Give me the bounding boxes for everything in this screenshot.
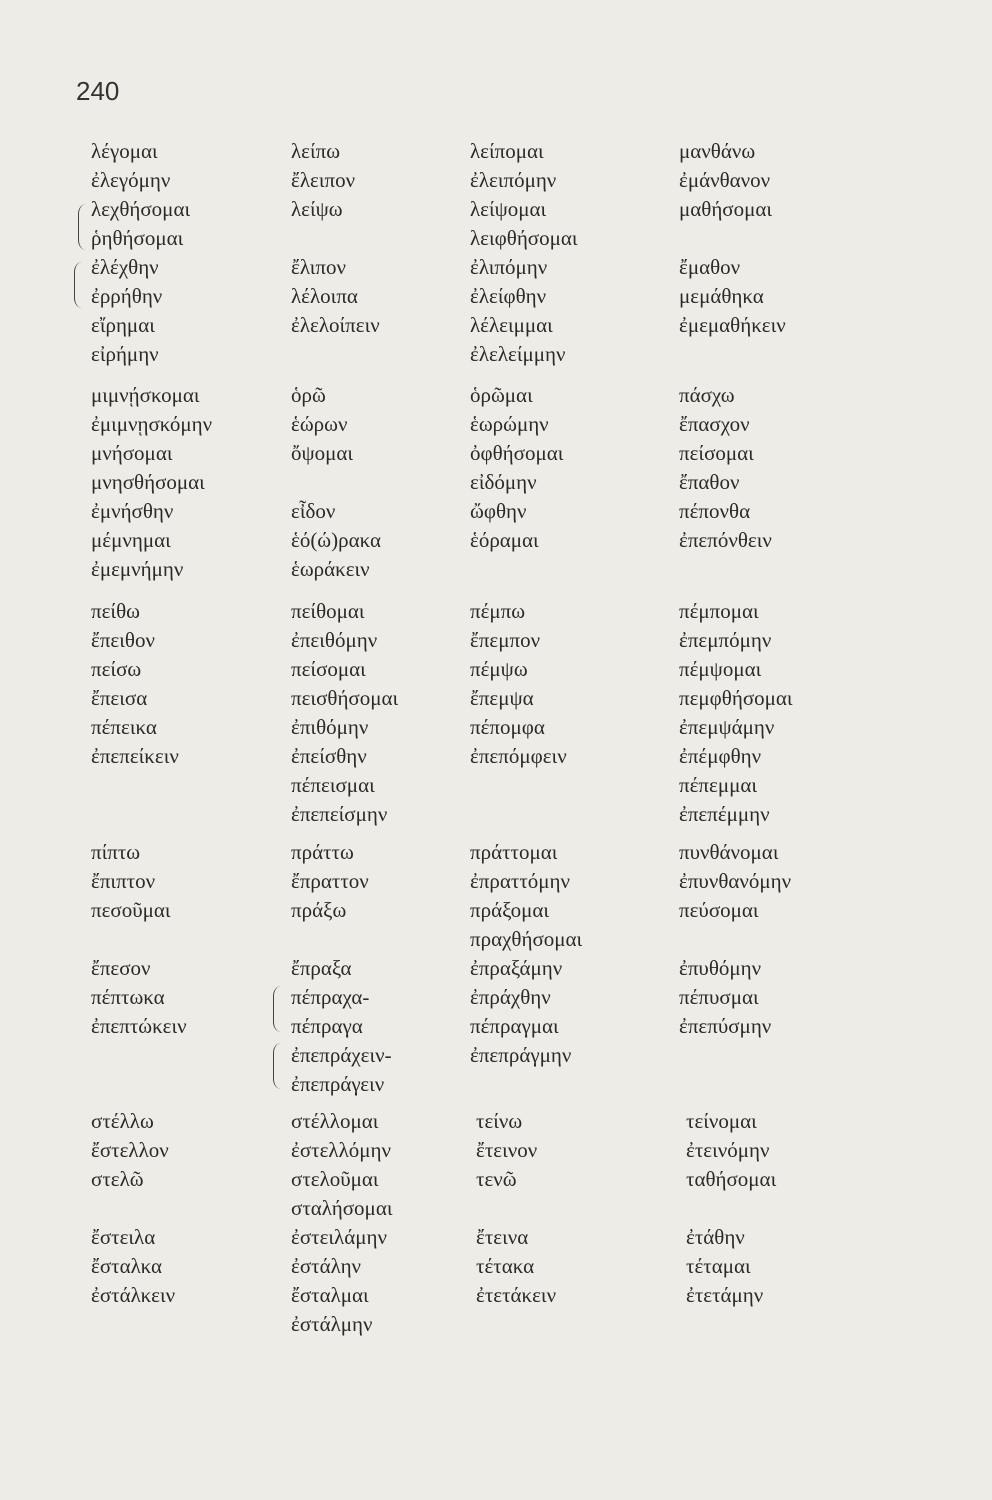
- verb-form: ἐστάλην: [291, 1254, 362, 1278]
- verb-form: στελοῦμαι: [291, 1167, 379, 1191]
- verb-form: ἔπεισα: [91, 686, 148, 710]
- verb-form: ὁρῶ: [291, 383, 326, 407]
- verb-form: ἐπεπείκειν: [91, 744, 179, 768]
- verb-form: ἔλιπον: [291, 255, 346, 279]
- verb-form: τέτακα: [476, 1254, 535, 1278]
- verb-form: ἐπραττόμην: [470, 869, 571, 893]
- blank-line: [686, 1194, 776, 1223]
- verb-form: πέπεμμαι: [679, 773, 758, 797]
- verb-form: ἔπραξα: [291, 956, 352, 980]
- verb-form: μανθάνω: [679, 139, 756, 163]
- verb-column: [470, 381, 563, 555]
- verb-column: [470, 137, 578, 369]
- verb-form: πείσομαι: [291, 657, 366, 681]
- verb-form: εἴρημαι: [91, 313, 155, 337]
- verb-form: λείψω: [291, 197, 343, 221]
- verb-form: πεισθήσομαι: [291, 686, 399, 710]
- verb-form: πείσομαι: [679, 441, 754, 465]
- verb-form: εἰρήμην: [91, 342, 159, 366]
- verb-form: στέλλω: [91, 1109, 154, 1133]
- verb-form: ἐρρήθην: [91, 284, 163, 308]
- verb-column: [470, 597, 567, 771]
- verb-form: πίπτω: [91, 840, 141, 864]
- verb-form: ἐπεπτώκειν: [91, 1014, 187, 1038]
- verb-column: [291, 597, 398, 829]
- verb-form: ἐστελλόμην: [291, 1138, 391, 1162]
- verb-column: [679, 137, 786, 340]
- verb-form: μεμάθηκα: [679, 284, 764, 308]
- verb-form: λέλειμμαι: [470, 313, 553, 337]
- verb-form: ἐπεμψάμην: [679, 715, 775, 739]
- verb-form: ἐμεμνήμην: [91, 557, 184, 581]
- verb-form: ἐστάλμην: [291, 1312, 373, 1336]
- verb-form: ἐτεινόμην: [686, 1138, 770, 1162]
- verb-form: πράξω: [291, 898, 347, 922]
- verb-form: ἐμεμαθήκειν: [679, 313, 786, 337]
- verb-form: ἐπεπύσμην: [679, 1014, 772, 1038]
- verb-form: ἐλειπόμην: [470, 168, 557, 192]
- verb-column: [476, 1107, 556, 1310]
- verb-form: σταλήσομαι: [291, 1196, 393, 1220]
- verb-form: λείπομαι: [470, 139, 544, 163]
- blank-line: [679, 925, 791, 954]
- verb-form: ἐπεπράγειν: [291, 1072, 385, 1096]
- verb-form: στελῶ: [91, 1167, 144, 1191]
- verb-form: μέμνημαι: [91, 528, 171, 552]
- verb-form: μιμνῄσκομαι: [91, 383, 200, 407]
- verb-column: [91, 137, 190, 369]
- verb-form: λέλοιπα: [291, 284, 358, 308]
- blank-line: [679, 224, 786, 253]
- verb-form: λέγομαι: [91, 139, 158, 163]
- verb-form: ἐλέχθην: [91, 255, 159, 279]
- verb-form: ἐπεπράχειν-: [291, 1043, 392, 1067]
- verb-form: ἐπεπέμμην: [679, 802, 770, 826]
- verb-form: πείθω: [91, 599, 140, 623]
- verb-form: ἐλελοίπειν: [291, 313, 380, 337]
- verb-column: [91, 838, 187, 1041]
- verb-form: ἐπεμπόμην: [679, 628, 772, 652]
- verb-form: ἔτεινον: [476, 1138, 538, 1162]
- verb-form: μνησθήσομαι: [91, 470, 205, 494]
- verb-form: ἑωράκειν: [291, 557, 370, 581]
- verb-column: [679, 597, 793, 829]
- verb-form: ἑό(ώ)ρακα: [291, 528, 382, 552]
- brace-mark: [74, 262, 83, 308]
- verb-form: ἑόραμαι: [470, 528, 539, 552]
- verb-form: ἔπιπτον: [91, 869, 156, 893]
- verb-form: λειφθήσομαι: [470, 226, 578, 250]
- verb-form: πραχθήσομαι: [470, 927, 583, 951]
- verb-column: [679, 838, 791, 1041]
- verb-form: ὄψομαι: [291, 441, 354, 465]
- verb-form: ὁρῶμαι: [470, 383, 533, 407]
- verb-form: πέπραγμαι: [470, 1014, 559, 1038]
- verb-form: ἐπεπόνθειν: [679, 528, 772, 552]
- verb-column: [291, 137, 380, 340]
- blank-line: [291, 468, 381, 497]
- verb-form: ἐλελείμμην: [470, 342, 566, 366]
- verb-form: ἔπραττον: [291, 869, 369, 893]
- verb-form: ἐτετάκειν: [476, 1283, 557, 1307]
- verb-form: πέπεισμαι: [291, 773, 375, 797]
- verb-form: εἰδόμην: [470, 470, 537, 494]
- verb-form: μνήσομαι: [91, 441, 173, 465]
- verb-form: ἔπεσον: [91, 956, 151, 980]
- verb-form: πέπτωκα: [91, 985, 165, 1009]
- verb-form: μαθήσομαι: [679, 197, 773, 221]
- verb-form: πείθομαι: [291, 599, 365, 623]
- verb-form: πάσχω: [679, 383, 735, 407]
- verb-form: ἑώρων: [291, 412, 348, 436]
- verb-column: [686, 1107, 776, 1310]
- verb-form: ἔπαθον: [679, 470, 740, 494]
- verb-form: πέμπω: [470, 599, 526, 623]
- verb-form: πέπεικα: [91, 715, 157, 739]
- verb-form: λείπω: [291, 139, 341, 163]
- blank-line: [291, 224, 380, 253]
- verb-form: ἔστελλον: [91, 1138, 169, 1162]
- verb-form: ἔσταλκα: [91, 1254, 162, 1278]
- verb-column: [91, 1107, 175, 1310]
- verb-form: πράττω: [291, 840, 354, 864]
- verb-form: ἐτετάμην: [686, 1283, 764, 1307]
- verb-form: ἔπεμψα: [470, 686, 534, 710]
- blank-line: [291, 925, 392, 954]
- blank-line: [91, 1194, 175, 1223]
- verb-form: πέπραχα-: [291, 985, 370, 1009]
- verb-form: ὤφθην: [470, 499, 527, 523]
- verb-form: ἔμαθον: [679, 255, 741, 279]
- blank-line: [91, 925, 187, 954]
- verb-form: πέπυσμαι: [679, 985, 759, 1009]
- verb-form: ταθήσομαι: [686, 1167, 777, 1191]
- verb-form: τέταμαι: [686, 1254, 751, 1278]
- verb-form: ἐτάθην: [686, 1225, 745, 1249]
- verb-form: ἔσταλμαι: [291, 1283, 369, 1307]
- verb-form: πεύσομαι: [679, 898, 759, 922]
- verb-form: πέπραγα: [291, 1014, 363, 1038]
- verb-column: [679, 381, 772, 555]
- verb-form: τενῶ: [476, 1167, 517, 1191]
- verb-form: ἐστειλάμην: [291, 1225, 387, 1249]
- verb-column: [291, 381, 381, 584]
- verb-form: ἔστειλα: [91, 1225, 156, 1249]
- verb-column: [91, 597, 179, 771]
- verb-column: [470, 838, 582, 1070]
- verb-form: ἔπασχον: [679, 412, 750, 436]
- verb-form: ἐμάνθανον: [679, 168, 771, 192]
- verb-column: [91, 381, 212, 584]
- verb-form: λεχθήσομαι: [91, 197, 191, 221]
- verb-form: ἐλείφθην: [470, 284, 547, 308]
- page-number: 240: [76, 76, 120, 106]
- verb-form: τείνομαι: [686, 1109, 757, 1133]
- verb-form: πεμφθήσομαι: [679, 686, 793, 710]
- verb-form: ἐπυθόμην: [679, 956, 762, 980]
- verb-form: ἐπεπόμφειν: [470, 744, 567, 768]
- verb-form: τείνω: [476, 1109, 523, 1133]
- blank-line: [476, 1194, 556, 1223]
- verb-column: [291, 838, 392, 1099]
- verb-form: πέπονθα: [679, 499, 751, 523]
- verb-form: ἐπεπείσμην: [291, 802, 388, 826]
- verb-form: ὀφθήσομαι: [470, 441, 564, 465]
- verb-form: πράττομαι: [470, 840, 558, 864]
- brace-mark: [273, 986, 282, 1032]
- verb-form: ἐπείσθην: [291, 744, 367, 768]
- verb-form: ἔπεμπον: [470, 628, 541, 652]
- verb-form: ἑωρώμην: [470, 412, 549, 436]
- verb-form: πέμψομαι: [679, 657, 762, 681]
- verb-form: πέμπομαι: [679, 599, 759, 623]
- verb-form: ῥηθήσομαι: [91, 226, 184, 250]
- verb-column: [291, 1107, 392, 1339]
- verb-form: πεσοῦμαι: [91, 898, 171, 922]
- verb-form: ἔπειθον: [91, 628, 155, 652]
- verb-form: ἐπυνθανόμην: [679, 869, 792, 893]
- verb-form: ἔλειπον: [291, 168, 356, 192]
- verb-form: ἐμιμνῃσκόμην: [91, 412, 213, 436]
- verb-form: ἐμνήσθην: [91, 499, 174, 523]
- verb-form: ἐπειθόμην: [291, 628, 378, 652]
- verb-form: ἐλιπόμην: [470, 255, 548, 279]
- verb-form: ἐπεπράγμην: [470, 1043, 572, 1067]
- brace-mark: [78, 204, 87, 250]
- verb-form: εἶδον: [291, 499, 336, 523]
- verb-form: ἐστάλκειν: [91, 1283, 176, 1307]
- verb-form: ἐπιθόμην: [291, 715, 369, 739]
- verb-form: ἐπράχθην: [470, 985, 551, 1009]
- brace-mark: [273, 1043, 282, 1089]
- verb-form: ἔτεινα: [476, 1225, 529, 1249]
- verb-form: στέλλομαι: [291, 1109, 379, 1133]
- verb-form: πείσω: [91, 657, 142, 681]
- verb-form: ἐπραξάμην: [470, 956, 563, 980]
- verb-form: πράξομαι: [470, 898, 550, 922]
- verb-form: λείψομαι: [470, 197, 547, 221]
- verb-form: πέμψω: [470, 657, 528, 681]
- verb-form: ἐπέμφθην: [679, 744, 762, 768]
- verb-form: πέπομφα: [470, 715, 545, 739]
- verb-form: ἐλεγόμην: [91, 168, 171, 192]
- verb-form: πυνθάνομαι: [679, 840, 779, 864]
